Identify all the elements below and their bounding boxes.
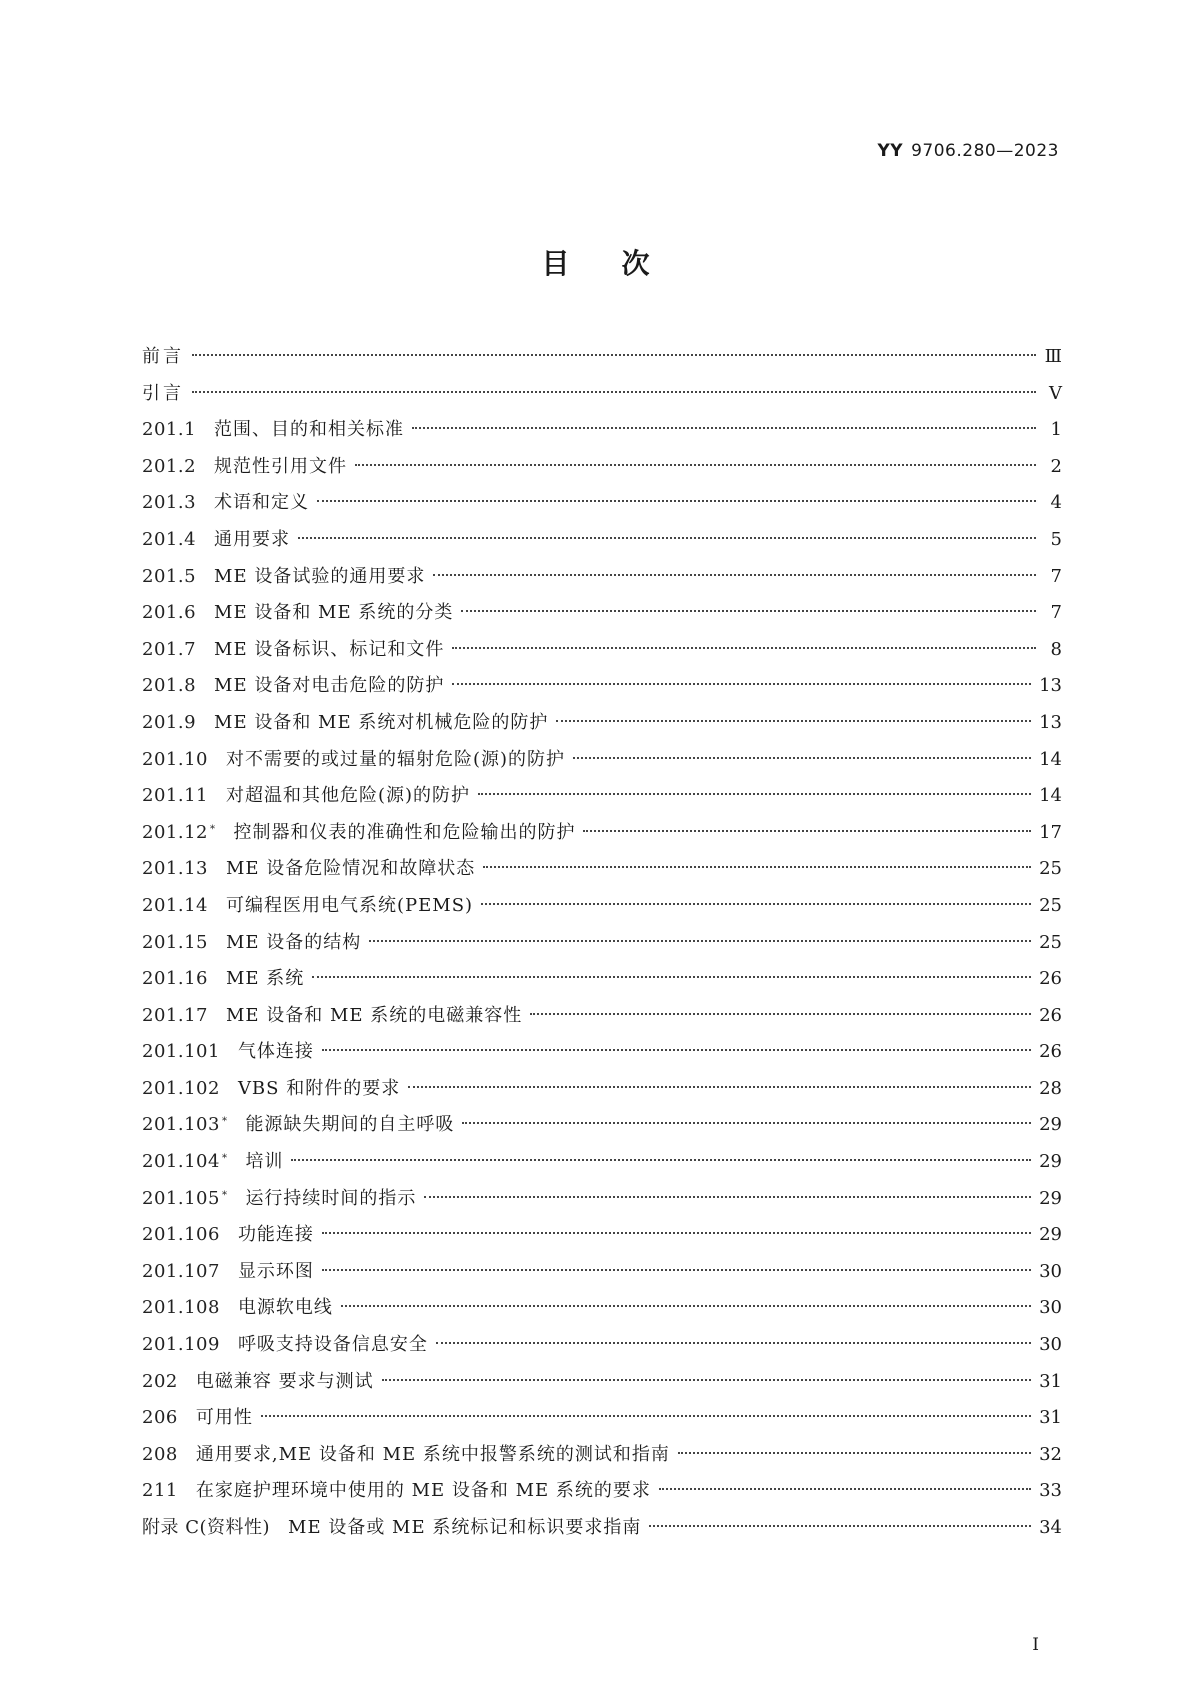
toc-entry-label: 能源缺失期间的自主呼吸: [245, 1114, 455, 1136]
toc-leader-dots: [452, 647, 1036, 649]
toc-entry-label: 引言: [142, 382, 184, 404]
toc-entry-number: [142, 1480, 178, 1501]
toc-entry-number-text: 201.106: [142, 1224, 220, 1246]
toc-entry-page: 26: [1039, 1041, 1062, 1063]
toc-entry-number-text: 211: [142, 1480, 178, 1502]
toc-entry-number-text: 201.104: [142, 1151, 220, 1173]
toc-entry-number: [142, 1151, 227, 1172]
toc-entry-page: 14: [1039, 748, 1062, 770]
toc-entry-label: 对不需要的或过量的辐射危险(源)的防护: [225, 748, 566, 770]
toc-entry[interactable]: [142, 818, 1062, 855]
toc-entry-label: 规范性引用文件: [214, 455, 348, 477]
toc-entry-page: 29: [1039, 1224, 1062, 1246]
toc-entry-number: [142, 858, 208, 879]
toc-entry-label: 运行持续时间的指示: [245, 1187, 417, 1209]
toc-entry-page: 29: [1039, 1151, 1062, 1173]
toc-entry-page: 29: [1039, 1187, 1062, 1209]
toc-entry-label: 可用性: [195, 1407, 253, 1429]
toc-leader-dots: [573, 757, 1031, 759]
toc-entry-number-text: 201.5: [142, 565, 197, 587]
toc-entry-label: 呼吸支持设备信息安全: [237, 1334, 428, 1356]
toc-leader-dots: [322, 1049, 1031, 1051]
toc-entry[interactable]: [142, 1476, 1062, 1513]
toc-entry-number: [142, 932, 208, 953]
toc-leader-dots: [382, 1379, 1032, 1381]
toc-entry[interactable]: [142, 1074, 1062, 1111]
toc-entry-number: [142, 675, 196, 696]
toc-entry-label: ME 设备和 ME 系统的分类: [214, 602, 454, 624]
toc-entry-page: 13: [1039, 711, 1062, 733]
toc-entry-page: 26: [1039, 968, 1062, 990]
toc-entry-number: [142, 895, 208, 916]
toc-entry[interactable]: [142, 1367, 1062, 1404]
toc-leader-dots: [408, 1086, 1031, 1088]
toc-entry-page: Ⅲ: [1044, 346, 1062, 367]
toc-entry-number-text: 201.11: [142, 785, 208, 807]
toc-entry-number: [142, 712, 196, 733]
toc-entry[interactable]: [142, 1220, 1062, 1257]
table-of-contents: [142, 342, 1062, 1550]
toc-entry-number: [142, 1261, 220, 1282]
toc-entry-number: [142, 456, 196, 477]
toc-entry-number-text: 201.101: [142, 1041, 220, 1063]
toc-entry-page: 17: [1039, 821, 1062, 843]
toc-entry-page: 29: [1039, 1114, 1062, 1136]
toc-entry-label: 通用要求,ME 设备和 ME 系统中报警系统的测试和指南: [195, 1443, 670, 1465]
toc-entry[interactable]: [142, 854, 1062, 891]
toc-entry-page: 1: [1050, 419, 1062, 441]
toc-entry-marker: *: [221, 1153, 228, 1165]
toc-entry-label: ME 设备或 ME 系统标记和标识要求指南: [288, 1517, 642, 1538]
toc-entry-number: [142, 1224, 220, 1245]
toc-leader-dots: [478, 793, 1031, 795]
toc-entry[interactable]: [142, 562, 1062, 599]
toc-entry-number-text: 201.103: [142, 1114, 220, 1136]
toc-entry-page: 25: [1039, 894, 1062, 916]
toc-entry-label: 控制器和仪表的准确性和危险输出的防护: [233, 821, 576, 843]
toc-entry[interactable]: [142, 1184, 1062, 1221]
toc-entry-number-text: 201.10: [142, 748, 208, 770]
toc-entry-label: 气体连接: [237, 1041, 314, 1063]
toc-leader-dots: [192, 391, 1036, 393]
toc-entry-page: 30: [1039, 1260, 1062, 1282]
toc-leader-dots: [433, 574, 1036, 576]
toc-entry-page: 31: [1039, 1370, 1062, 1392]
toc-entry-number-text: 201.105: [142, 1187, 220, 1209]
toc-entry[interactable]: [142, 1293, 1062, 1330]
toc-leader-dots: [355, 464, 1036, 466]
toc-entry-label: ME 设备危险情况和故障状态: [225, 858, 476, 880]
toc-entry[interactable]: [142, 1403, 1062, 1440]
toc-leader-dots: [322, 1269, 1031, 1271]
toc-entry-label: ME 设备和 ME 系统的电磁兼容性: [225, 1004, 523, 1026]
toc-entry-number-text: 201.13: [142, 858, 208, 880]
toc-entry-number-text: 202: [142, 1370, 178, 1392]
toc-entry-label: 显示环图: [237, 1260, 314, 1282]
toc-entry-label: 电源软电线: [237, 1297, 333, 1319]
toc-entry-page: 34: [1039, 1517, 1062, 1538]
toc-entry-page: 30: [1039, 1297, 1062, 1319]
toc-entry-number-text: 201.3: [142, 492, 197, 514]
standard-number: 9706.280—2023: [911, 141, 1059, 161]
toc-entry-number: [142, 1041, 220, 1062]
toc-leader-dots: [436, 1342, 1031, 1344]
toc-entry-page: Ⅴ: [1049, 382, 1062, 404]
standard-code: [877, 141, 1059, 161]
toc-entry[interactable]: [142, 635, 1062, 672]
toc-entry-number-text: 附录 C(资料性): [142, 1517, 271, 1538]
toc-entry-label: ME 设备标识、标记和文件: [214, 638, 445, 660]
toc-leader-dots: [678, 1452, 1031, 1454]
toc-entry-number: [142, 822, 215, 843]
toc-entry-page: 8: [1050, 638, 1062, 660]
toc-entry-number: [142, 1371, 178, 1392]
toc-entry-number: [142, 1513, 270, 1539]
toc-entry-page: 4: [1050, 492, 1062, 514]
toc-entry-number-text: 201.16: [142, 968, 208, 990]
toc-entry[interactable]: [142, 964, 1062, 1001]
toc-entry[interactable]: [142, 745, 1062, 782]
toc-entry[interactable]: [142, 1037, 1062, 1074]
toc-entry-label: 对超温和其他危险(源)的防护: [225, 785, 471, 807]
toc-entry-number-text: 201.109: [142, 1334, 220, 1356]
toc-entry[interactable]: [142, 928, 1062, 965]
toc-entry-label: 范围、目的和相关标准: [214, 419, 405, 441]
toc-entry[interactable]: [142, 415, 1062, 452]
toc-entry-number-text: 201.17: [142, 1004, 208, 1026]
toc-entry-label: 在家庭护理环境中使用的 ME 设备和 ME 系统的要求: [195, 1480, 651, 1502]
toc-entry-number-text: 208: [142, 1443, 178, 1465]
toc-entry-number-text: 201.14: [142, 894, 208, 916]
toc-entry[interactable]: [142, 1440, 1062, 1477]
toc-entry[interactable]: [142, 598, 1062, 635]
toc-leader-dots: [483, 866, 1031, 868]
toc-entry-label: 功能连接: [237, 1224, 314, 1246]
toc-entry-number-text: 201.12: [142, 821, 208, 843]
toc-entry-number: [142, 968, 208, 989]
toc-entry-number: [142, 639, 196, 660]
toc-entry-label: ME 系统: [225, 968, 305, 990]
toc-entry-number-text: 201.6: [142, 602, 197, 624]
toc-leader-dots: [649, 1525, 1031, 1527]
toc-entry-number: [142, 1078, 220, 1099]
toc-entry[interactable]: [142, 379, 1062, 416]
page-number: I: [1032, 1635, 1039, 1655]
toc-entry[interactable]: [142, 488, 1062, 525]
toc-entry-page: 33: [1039, 1480, 1062, 1502]
toc-entry-marker: *: [209, 823, 216, 835]
toc-entry-number: [142, 1297, 220, 1318]
toc-entry[interactable]: [142, 1257, 1062, 1294]
toc-entry-page: 7: [1050, 602, 1062, 624]
toc-entry-number-text: 201.2: [142, 455, 197, 477]
toc-entry-page: 31: [1039, 1407, 1062, 1429]
toc-entry-number: [142, 1407, 178, 1428]
toc-leader-dots: [481, 903, 1031, 905]
toc-entry[interactable]: [142, 781, 1062, 818]
toc-entry-label: VBS 和附件的要求: [237, 1077, 401, 1099]
toc-entry-label: ME 设备的结构: [225, 931, 362, 953]
toc-entry-page: 5: [1050, 528, 1062, 550]
toc-leader-dots: [424, 1196, 1031, 1198]
toc-entry-marker: *: [221, 1116, 228, 1128]
toc-entry-label: 培训: [245, 1151, 284, 1173]
toc-entry-label: 前言: [142, 346, 184, 367]
toc-entry-number: [142, 785, 208, 806]
toc-entry[interactable]: [142, 1147, 1062, 1184]
toc-entry-number: [142, 1444, 178, 1465]
toc-leader-dots: [412, 427, 1036, 429]
toc-leader-dots: [192, 354, 1036, 356]
toc-entry-label: ME 设备试验的通用要求: [214, 565, 426, 587]
toc-leader-dots: [530, 1013, 1031, 1015]
toc-entry-number: [142, 1114, 227, 1135]
toc-entry-page: 25: [1039, 858, 1062, 880]
toc-entry-number-text: 201.15: [142, 931, 208, 953]
toc-entry-number-text: 206: [142, 1407, 178, 1429]
toc-entry-page: 25: [1039, 931, 1062, 953]
toc-leader-dots: [556, 720, 1031, 722]
toc-entry-number: [142, 1188, 227, 1209]
toc-entry-number: [142, 566, 196, 587]
toc-leader-dots: [291, 1159, 1031, 1161]
toc-leader-dots: [369, 940, 1031, 942]
toc-entry-number: [142, 492, 196, 513]
toc-entry-number: [142, 1005, 208, 1026]
toc-entry[interactable]: [142, 452, 1062, 489]
toc-entry-number-text: 201.107: [142, 1260, 220, 1282]
toc-entry-number-text: 201.8: [142, 675, 197, 697]
toc-entry[interactable]: [142, 1330, 1062, 1367]
toc-leader-dots: [317, 500, 1036, 502]
toc-entry-page: 13: [1039, 675, 1062, 697]
toc-entry-number: [142, 529, 196, 550]
toc-entry-number-text: 201.7: [142, 638, 197, 660]
toc-leader-dots: [261, 1415, 1031, 1417]
toc-entry-page: 26: [1039, 1004, 1062, 1026]
toc-entry-number: [142, 419, 196, 440]
page-title: 目次: [541, 247, 702, 280]
toc-leader-dots: [452, 683, 1031, 685]
toc-entry-label: ME 设备和 ME 系统对机械危险的防护: [214, 711, 549, 733]
toc-leader-dots: [461, 610, 1036, 612]
toc-leader-dots: [322, 1232, 1031, 1234]
toc-entry-label: 可编程医用电气系统(PEMS): [225, 894, 474, 916]
toc-entry-label: 通用要求: [214, 528, 291, 550]
toc-leader-dots: [341, 1305, 1031, 1307]
toc-entry[interactable]: [142, 708, 1062, 745]
toc-entry-page: 14: [1039, 785, 1062, 807]
toc-entry-page: 7: [1050, 565, 1062, 587]
toc-entry-page: 32: [1039, 1443, 1062, 1465]
standard-prefix: YY: [877, 141, 904, 161]
toc-entry-label: 电磁兼容 要求与测试: [195, 1370, 374, 1392]
toc-entry-number-text: 201.4: [142, 528, 197, 550]
toc-entry[interactable]: [142, 525, 1062, 562]
toc-entry-page: 30: [1039, 1334, 1062, 1356]
toc-entry[interactable]: [142, 1001, 1062, 1038]
toc-entry[interactable]: [142, 891, 1062, 928]
toc-entry-number-text: 201.102: [142, 1077, 220, 1099]
toc-leader-dots: [583, 830, 1031, 832]
toc-entry[interactable]: [142, 342, 1062, 379]
toc-entry-label: ME 设备对电击危险的防护: [214, 675, 445, 697]
toc-entry-label: 术语和定义: [214, 492, 310, 514]
toc-entry-page: 2: [1050, 455, 1062, 477]
toc-entry-page: 28: [1039, 1077, 1062, 1099]
toc-entry-number-text: 201.108: [142, 1297, 220, 1319]
toc-entry-number: [142, 602, 196, 623]
toc-leader-dots: [298, 537, 1036, 539]
toc-entry-marker: *: [221, 1189, 228, 1201]
toc-entry[interactable]: [142, 1110, 1062, 1147]
toc-entry-number-text: 201.1: [142, 419, 197, 441]
toc-leader-dots: [659, 1488, 1031, 1490]
toc-leader-dots: [312, 976, 1031, 978]
toc-entry[interactable]: [142, 671, 1062, 708]
toc-entry-number: [142, 1334, 220, 1355]
toc-entry-number-text: 201.9: [142, 711, 197, 733]
toc-leader-dots: [462, 1122, 1031, 1124]
toc-entry-number: [142, 749, 208, 770]
toc-entry[interactable]: [142, 1513, 1062, 1550]
